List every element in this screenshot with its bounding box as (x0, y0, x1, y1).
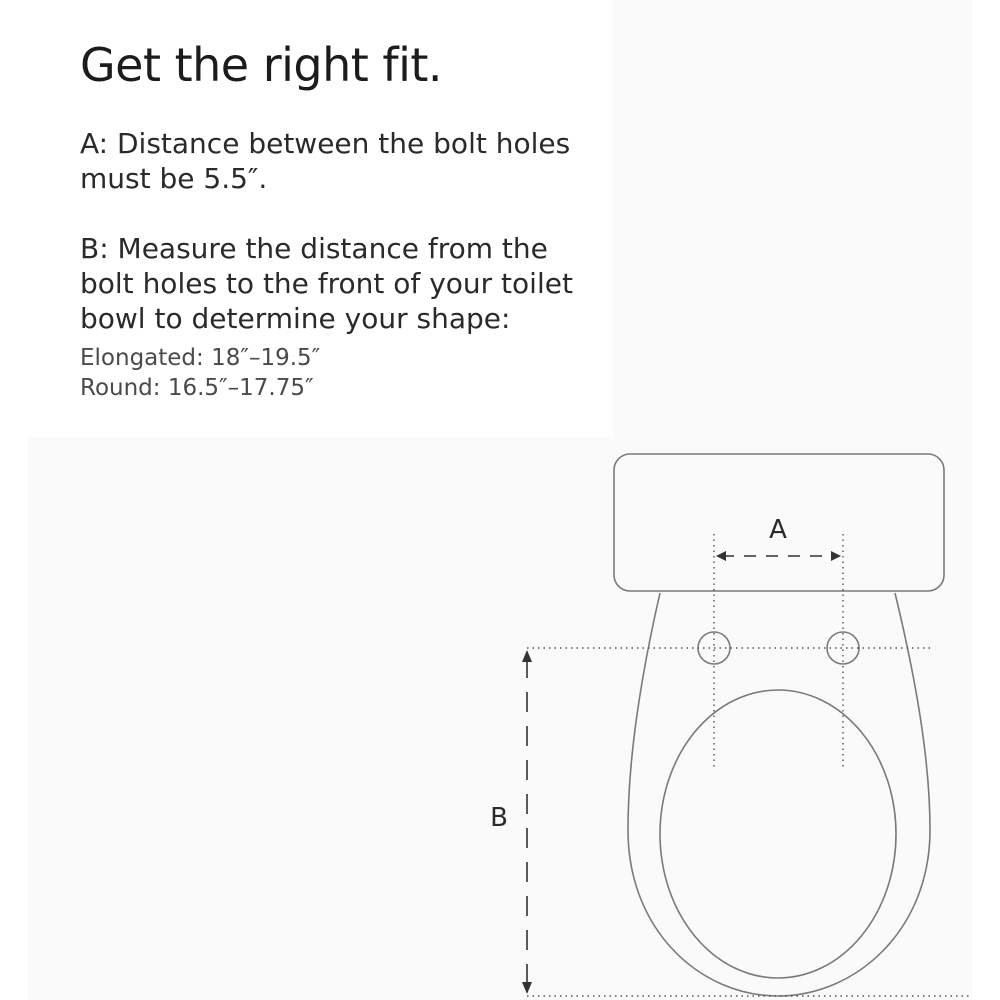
guide-lines (527, 534, 972, 996)
instruction-a-line2: must be 5.5″. (80, 162, 268, 195)
instruction-a-line1: A: Distance between the bolt holes (80, 127, 571, 160)
toilet-bowl (628, 593, 930, 996)
seat-opening (660, 690, 896, 978)
label-b: B (490, 803, 508, 833)
dimension-a (716, 515, 841, 561)
instruction-b-line2: bolt holes to the front of your toilet (80, 267, 573, 300)
instruction-b-line3: bowl to determine your shape: (80, 302, 511, 335)
dimension-b (490, 650, 532, 994)
page-title: Get the right fit. (80, 38, 443, 92)
round-size: Round: 16.5″–17.75″ (80, 375, 314, 401)
label-a: A (769, 515, 787, 545)
bolt-hole-right (827, 632, 859, 664)
elongated-size: Elongated: 18″–19.5″ (80, 345, 321, 371)
instruction-b-line1: B: Measure the distance from the (80, 232, 548, 265)
